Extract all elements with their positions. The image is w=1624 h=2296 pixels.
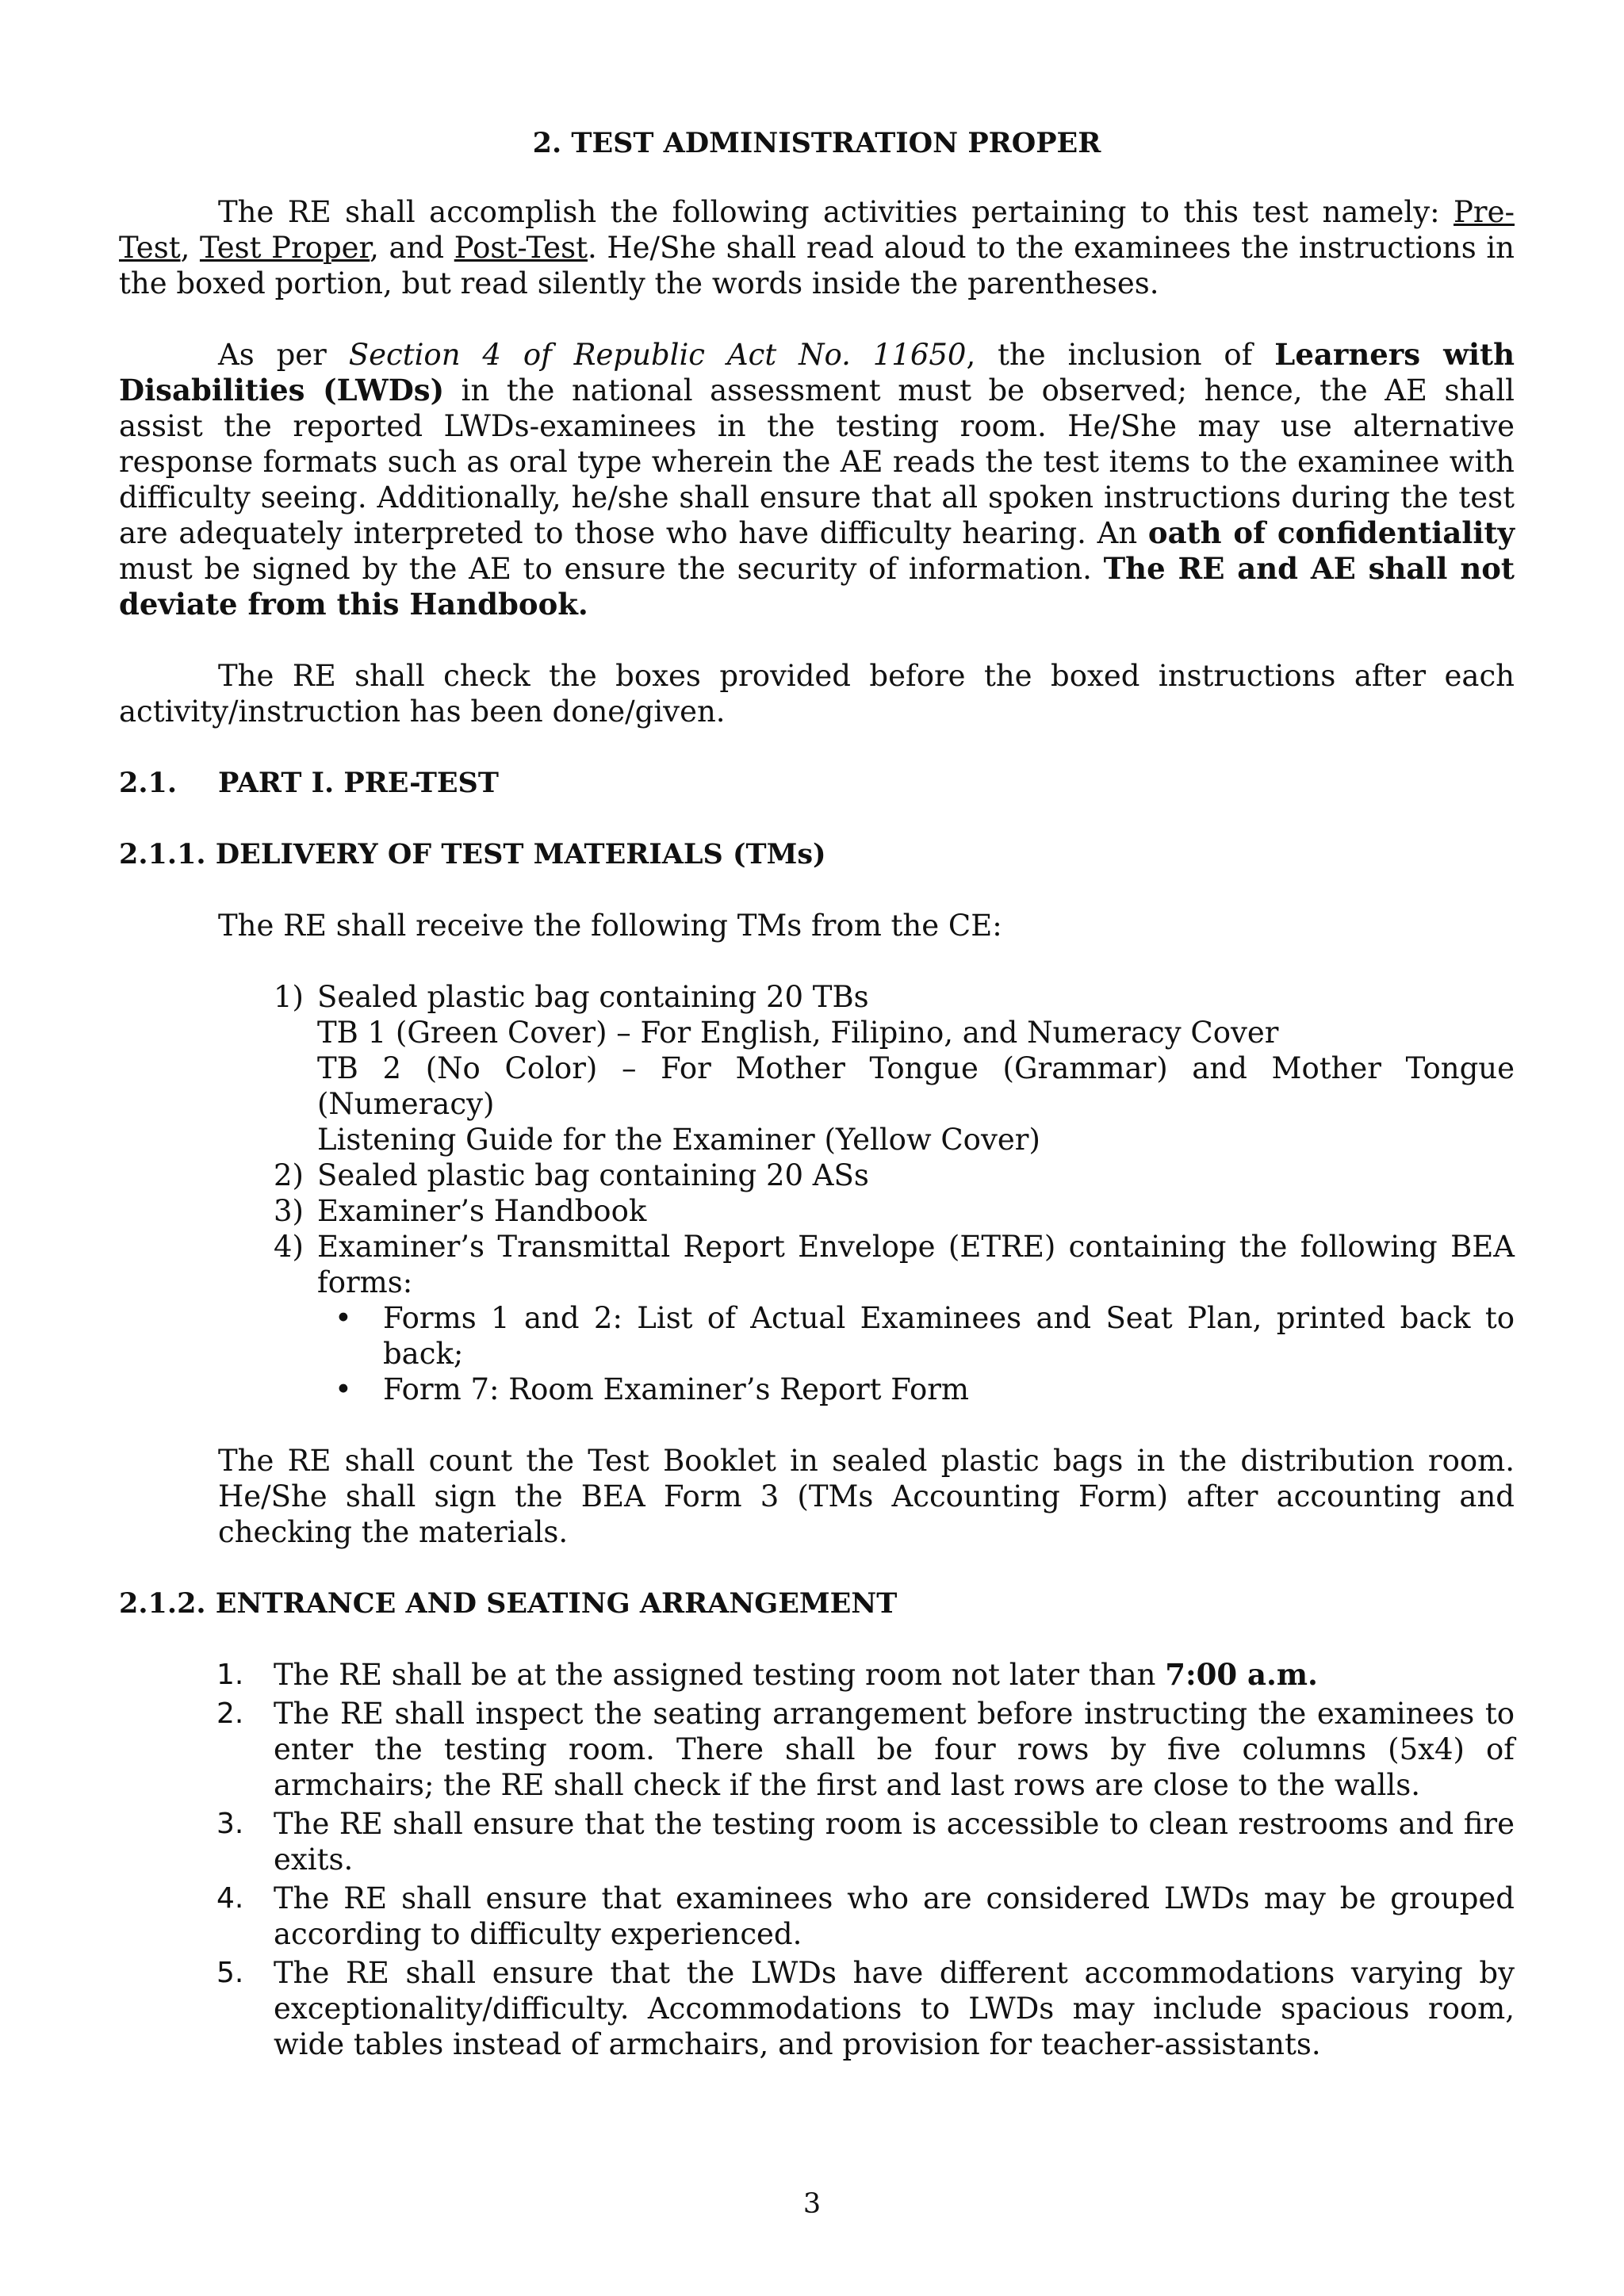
test-proper-link: Test Proper xyxy=(199,231,370,265)
list-item: • Form 7: Room Examiner’s Report Form xyxy=(335,1372,969,1406)
heading-2-1-2: 2.1.2. ENTRANCE AND SEATING ARRANGEMENT xyxy=(119,1587,898,1620)
section-title: 2. TEST ADMINISTRATION PROPER xyxy=(532,127,1101,159)
list-item: 1. The RE shall be at the assigned testing room not later than 7:00 a.m. xyxy=(216,1657,1318,1692)
lwd-paragraph: As per Section 4 of Republic Act No. 11650, the inclusion of Learners with Disabilities (LWDs) in the national assessment must be observed; hence, the AE shall assist the reported LWDs-examinees in the testing room. He/She may use alternative response formats such as oral type wherein the AE reads the test items to the examinee with difficulty seeing. Additionally, he/she shall ensure that all spoken instructions during the test are adequately interpreted to those who have difficulty hearing. An oath of confidentiality must be signed by the AE to ensure the security of information. The RE and AE shall not deviate from this Handbook. xyxy=(119,337,1515,622)
check-boxes-paragraph: The RE shall check the boxes provided before the boxed instructions after each activity/instruction has been done/given. xyxy=(119,659,1515,729)
bullet-icon: • xyxy=(335,1372,352,1406)
count-paragraph: The RE shall count the Test Booklet in sealed plastic bags in the distribution room. He/She shall sign the BEA Form 3 (TMs Accounting Form) after accounting and checking the materials. xyxy=(218,1444,1515,1549)
receive-intro: The RE shall receive the following TMs from the CE: xyxy=(218,909,1002,943)
intro-paragraph: The RE shall accomplish the following activities pertaining to this test namely: Pre-Test, Test Proper, and Post-Test. He/She shall read aloud to the examinees the instructions in the boxed portion, but read silently the words inside the parentheses. xyxy=(119,195,1515,300)
post-test-link: Post-Test xyxy=(454,231,588,265)
bullet-icon: • xyxy=(335,1301,352,1335)
document-page xyxy=(119,127,1515,2065)
tm-list xyxy=(119,979,1515,1300)
list-item: 4) Examiner’s Transmittal Report Envelope (ETRE) containing the following BEA forms: xyxy=(274,1230,1515,1299)
heading-2-1: 2.1. PART I. PRE-TEST xyxy=(119,767,499,799)
forms-list xyxy=(119,1300,1515,1407)
list-item: 2. The RE shall inspect the seating arrangement before instructing the examinees to enter the testing room. There shall be four rows by five columns (5x4) of armchairs; the RE shall check if the first and last rows are close to the walls. xyxy=(216,1697,1515,1802)
page-number: 3 xyxy=(802,2188,822,2220)
entrance-list xyxy=(119,1657,1515,2062)
pre-test-link: Pre-Test xyxy=(119,195,1515,265)
list-item: 1) Sealed plastic bag containing 20 TBs xyxy=(274,980,869,1014)
list-item: 3. The RE shall ensure that the testing room is accessible to clean restrooms and fire exits. xyxy=(216,1807,1515,1877)
heading-2-1-1: 2.1.1. DELIVERY OF TEST MATERIALS (TMs) xyxy=(119,838,826,871)
list-subitem: TB 2 (No Color) – For Mother Tongue (Grammar) and Mother Tongue (Numeracy) xyxy=(317,1051,1515,1121)
list-subitem: Listening Guide for the Examiner (Yellow Cover) xyxy=(317,1123,1040,1157)
list-item: 2) Sealed plastic bag containing 20 ASs xyxy=(274,1158,869,1192)
list-item: • Forms 1 and 2: List of Actual Examinees and Seat Plan, printed back to back; xyxy=(335,1301,1515,1371)
list-subitem: TB 1 (Green Cover) – For English, Filipino, and Numeracy Cover xyxy=(317,1016,1279,1050)
list-item: 3) Examiner’s Handbook xyxy=(274,1194,647,1228)
list-item: 5. The RE shall ensure that the LWDs have different accommodations varying by exceptionality/difficulty. Accommodations to LWDs may include spacious room, wide tables instead of armchairs, and provision for teacher-assistants. xyxy=(216,1956,1515,2061)
list-item: 4. The RE shall ensure that examinees who are considered LWDs may be grouped according to difficulty experienced. xyxy=(216,1881,1515,1951)
